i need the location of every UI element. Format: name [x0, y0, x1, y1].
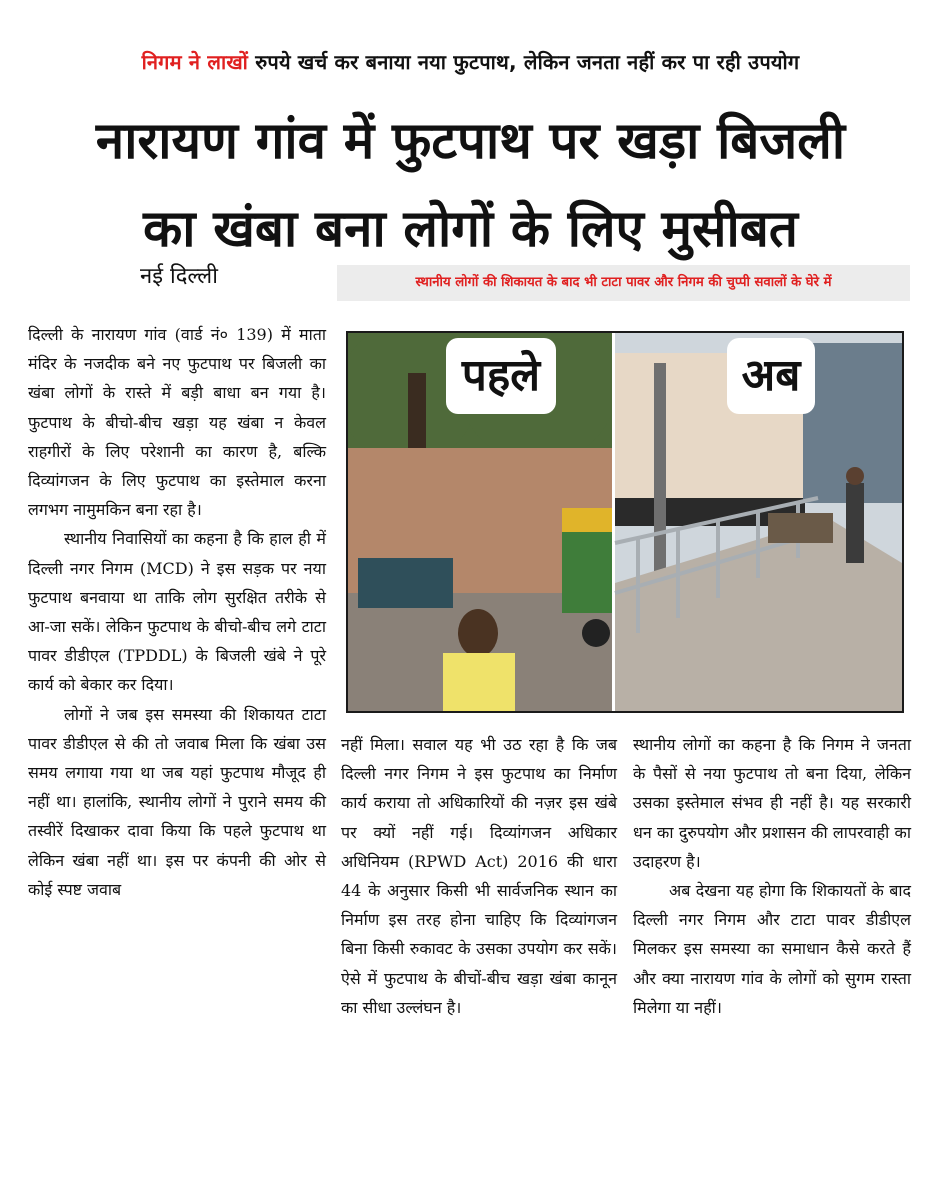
auto-rickshaw — [562, 518, 612, 613]
subheadline-banner: स्थानीय लोगों की शिकायत के बाद भी टाटा पावर और निगम की चुप्पी सवालों के घेरे में — [337, 265, 910, 301]
paragraph-5: स्थानीय लोगों का कहना है कि निगम ने जनता के पैसों से नया फुटपाथ तो बना दिया, लेकिन उसका इस्तेमाल संभव ही नहीं है। यह सरकारी धन का दुरुपयोग और प्रशासन की लापरवाही का उदाहरण है। — [633, 735, 911, 871]
after-cart — [768, 513, 833, 543]
paragraph-6: अब देखना यह होगा कि शिकायतों के बाद दिल्ली नगर निगम और टाटा पावर डीडीएल मिलकर इस समस्या का समाधान कैसे करते हैं और क्या नारायण गांव के लोगों को सुगम रास्ता मिलेगा या नहीं। — [633, 881, 911, 1017]
before-label-badge: पहले — [446, 338, 556, 414]
paragraph-4: नहीं मिला। सवाल यह भी उठ रहा है कि जब दिल्ली नगर निगम ने इस फुटपाथ का निर्माण कार्य कराया तो अधिकारियों की नज़र इस खंबे पर क्यों नहीं गई। दिव्यांगजन अधिकार अधिनियम (RPWD Act) 2016 की धारा 44 के अनुसार किसी भी सार्वजनिक स्थान का निर्माण इस तरह होना चाहिए कि दिव्यांगजन बिना किसी रुकावट के उसका उपयोग कर सकें। ऐसे में फुटपाथ के बीचों-बीच खड़ा खंबा कानून का सीधा उल्लंघन है। — [341, 735, 617, 1017]
before-after-photo — [346, 331, 904, 713]
child-shirt — [443, 653, 515, 711]
article-column-3 — [633, 730, 911, 1022]
paragraph-1: दिल्ली के नारायण गांव (वार्ड नं० 139) में माता मंदिर के नजदीक बने नए फुटपाथ पर बिजली का खंबा लोगों के रास्ते में बड़ी बाधा बन गया है। फुटपाथ के बीचो-बीच खड़ा यह खंबा न केवल राहगीरों के लिए परेशानी का कारण है, बल्कि दिव्यांगजन के लिए फुटपाथ का इस्तेमाल करना लगभग नामुमकिन बना रहा है। — [28, 325, 326, 520]
after-label-badge: अब — [727, 338, 815, 414]
photo-illustration — [348, 333, 902, 711]
kicker-line — [24, 48, 917, 75]
pedestrian-head — [846, 467, 864, 485]
parked-cart — [358, 558, 453, 608]
headline — [20, 98, 921, 274]
kicker-text: रुपये खर्च कर बनाया नया फुटपाथ, लेकिन जनता नहीं कर पा रही उपयोग — [248, 50, 800, 74]
article-column-2 — [341, 730, 617, 1022]
child-head — [458, 609, 498, 657]
article-column-1 — [28, 320, 326, 904]
dateline: नई दिल्ली — [140, 264, 218, 289]
paragraph-3: लोगों ने जब इस समस्या की शिकायत टाटा पावर डीडीएल से की तो जवाब मिला कि खंबा उस समय लगाया गया था जब यहां फुटपाथ मौजूद ही नहीं था। हालांकि, स्थानीय लोगों ने पुराने समय की तस्वीरें दिखाकर दावा किया कि पहले फुटपाथ था लेकिन खंबा नहीं था। इस पर कंपनी की ओर से कोई स्पष्ट जवाब — [28, 704, 326, 899]
headline-line-2: का खंबा बना लोगों के लिए मुसीबत — [143, 200, 798, 259]
paragraph-2: स्थानीय निवासियों का कहना है कि हाल ही में दिल्ली नगर निगम (MCD) ने इस सड़क पर नया फुटपाथ बनवाया था ताकि लोग सुरक्षित तरीके से आ-जा सकें। लेकिन फुटपाथ के बीचो-बीच लगे टाटा पावर डीडीएल (TPDDL) के बिजली खंबे ने पूरे कार्य को बेकार कर दिया। — [28, 529, 326, 695]
pedestrian — [846, 483, 864, 563]
photo-divider — [612, 333, 615, 711]
headline-line-1: नारायण गांव में फुटपाथ पर खड़ा बिजली — [95, 112, 846, 171]
auto-roof — [562, 508, 612, 532]
auto-wheel — [582, 619, 610, 647]
kicker-highlight: निगम ने लाखों — [141, 50, 249, 74]
